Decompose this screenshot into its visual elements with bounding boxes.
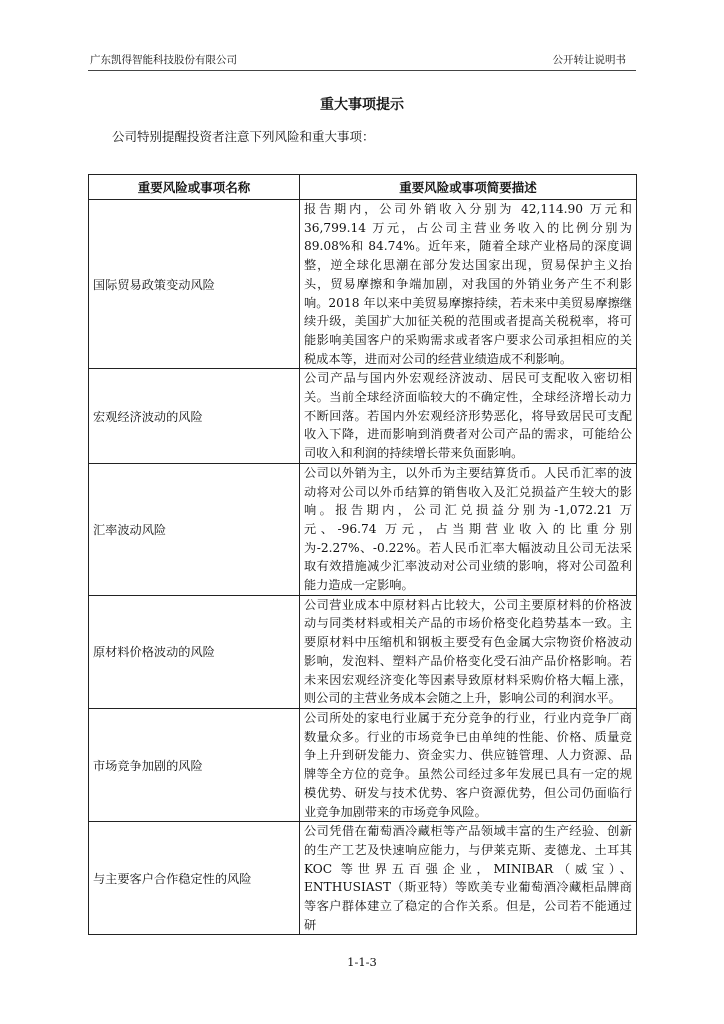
table-row xyxy=(89,369,637,464)
risk-description: 报告期内，公司外销收入分别为 42,114.90 万元和 36,799.14 万元，占公司主营业务收入的比例分别为 89.08%和 84.74%。近年来，随着全球产业格局的深度调整，逆全球化思潮在部分发达国家出现，贸易保护主义抬头，贸易摩擦和争端加剧，对我国的外销业务产生不利影响。2018 年以来中美贸易摩擦持续，若未来中美贸易摩擦继续升级，美国扩大加征关税的范围或者提高关税税率，将可能影响美国客户的采购需求或者客户要求公司承担相应的关税成本等，进而对公司的经营业绩造成不利影响。 xyxy=(300,200,637,369)
table-row xyxy=(89,708,637,821)
risk-name: 汇率波动风险 xyxy=(89,463,300,595)
risk-name: 市场竞争加剧的风险 xyxy=(89,708,300,821)
risk-description: 公司产品与国内外宏观经济波动、居民可支配收入密切相关。当前全球经济面临较大的不确定性，全球经济增长动力不断回落。若国内外宏观经济形势恶化，将导致居民可支配收入下降，进而影响到消费者对公司产品的需求，可能给公司收入和利润的持续增长带来负面影响。 xyxy=(300,369,637,464)
page-title: 重大事项提示 xyxy=(320,97,404,113)
column-header-name: 重要风险或事项名称 xyxy=(89,175,300,200)
risk-description: 公司营业成本中原材料占比较大，公司主要原材料的价格波动与同类材料或相关产品的市场价格变化趋势基本一致。主要原材料中压缩机和钢板主要受有色金属大宗物资价格波动影响，发泡料、塑料产品价格变化受石油产品价格影响。若未来因宏观经济变化等因素导致原材料采购价格大幅上涨，则公司的主营业务成本会随之上升，影响公司的利润水平。 xyxy=(300,595,637,708)
table-row xyxy=(89,595,637,708)
header-company: 广东凯得智能科技股份有限公司 xyxy=(90,54,237,66)
risk-name: 原材料价格波动的风险 xyxy=(89,595,300,708)
table-row xyxy=(89,822,637,935)
table-row xyxy=(89,200,637,369)
column-header-desc: 重要风险或事项简要描述 xyxy=(300,175,637,200)
table-row xyxy=(89,463,637,595)
page-number: 1-1-3 xyxy=(347,955,377,969)
table-header-row xyxy=(89,175,637,200)
risk-name: 宏观经济波动的风险 xyxy=(89,369,300,464)
risk-name: 国际贸易政策变动风险 xyxy=(89,200,300,369)
page-header xyxy=(88,52,636,71)
risk-description: 公司所处的家电行业属于充分竞争的行业，行业内竞争厂商数量众多。行业的市场竞争已由单纯的性能、价格、质量竞争上升到研发能力、资金实力、供应链管理、人力资源、品牌等全方位的竞争。虽然公司经过多年发展已具有一定的规模优势、研发与技术优势、客户资源优势，但公司仍面临行业竞争加剧带来的市场竞争风险。 xyxy=(300,708,637,821)
risk-description: 公司凭借在葡萄酒冷藏柜等产品领域丰富的生产经验、创新的生产工艺及快速响应能力，与伊莱克斯、麦德龙、土耳其 KOC 等世界五百强企业，MINIBAR（威宝）、ENTHUSIAST（斯亚特）等欧美专业葡萄酒冷藏柜品牌商等客户群体建立了稳定的合作关系。但是，公司若不能通过研 xyxy=(300,822,637,935)
risk-table xyxy=(88,174,637,935)
header-doc-type: 公开转让说明书 xyxy=(552,54,626,66)
intro-text: 公司特别提醒投资者注意下列风险和重大事项： xyxy=(112,129,375,144)
risk-description: 公司以外销为主，以外币为主要结算货币。人民币汇率的波动将对公司以外币结算的销售收入及汇兑损益产生较大的影响。报告期内，公司汇兑损益分别为-1,072.21 万元、-96.74 万元，占当期营业收入的比重分别为-2.27%、-0.22%。若人民币汇率大幅波动且公司无法采取有效措施减少汇率波动对公司业绩的影响，将对公司盈利能力造成一定影响。 xyxy=(300,463,637,595)
risk-name: 与主要客户合作稳定性的风险 xyxy=(89,822,300,935)
